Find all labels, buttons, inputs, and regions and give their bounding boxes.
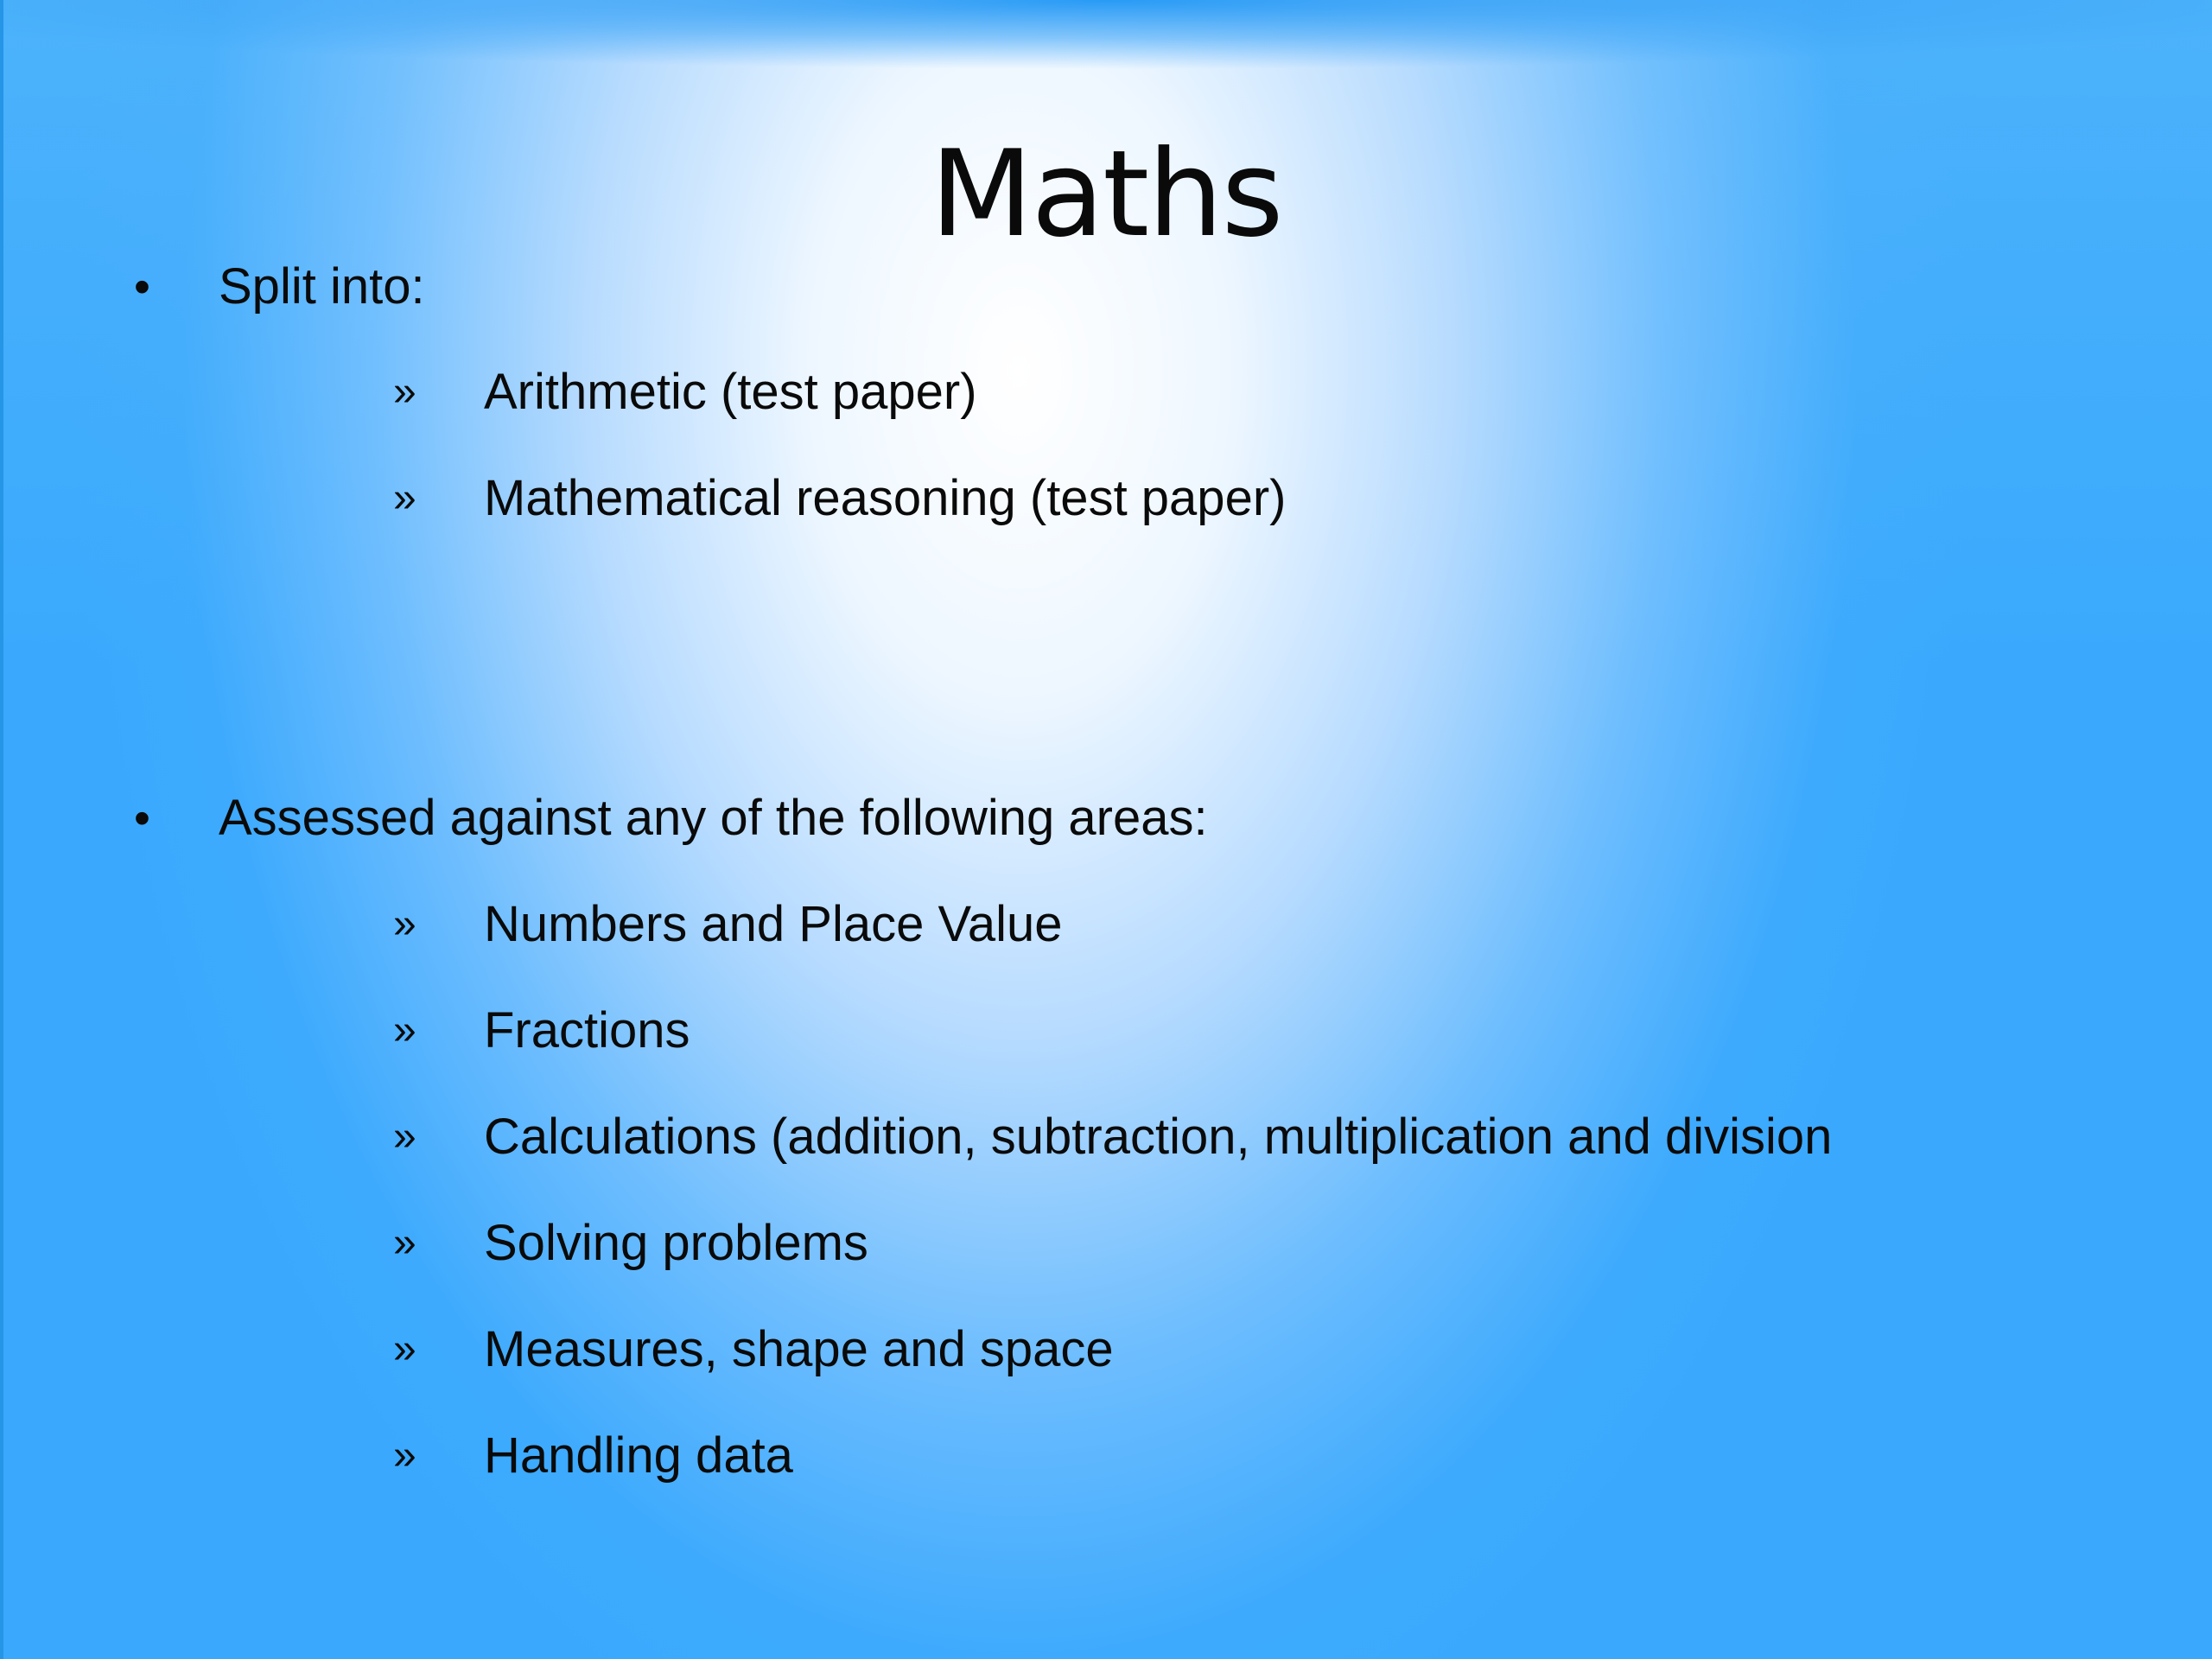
chevron-icon: » (393, 1220, 416, 1266)
list-item: Mathematical reasoning (test paper) (484, 470, 1287, 526)
list-item: Calculations (addition, subtraction, multiplication and division (484, 1109, 1833, 1165)
section-label-assessed: Assessed against any of the following areas: (219, 790, 1208, 846)
list-item: Arithmetic (test paper) (484, 364, 977, 420)
chevron-icon: » (393, 1114, 416, 1160)
section-label-split-into: Split into: (219, 258, 425, 315)
list-item: Solving problems (484, 1215, 868, 1271)
bullet-icon: • (134, 792, 150, 844)
chevron-icon: » (393, 901, 416, 947)
chevron-icon: » (393, 1007, 416, 1053)
chevron-icon: » (393, 1433, 416, 1478)
list-item: Fractions (484, 1002, 690, 1058)
list-item: Handling data (484, 1427, 793, 1484)
chevron-icon: » (393, 475, 416, 521)
bullet-icon: • (134, 261, 150, 313)
chevron-icon: » (393, 1326, 416, 1372)
list-item: Measures, shape and space (484, 1321, 1114, 1377)
slide-title: Maths (930, 124, 1282, 264)
list-item: Numbers and Place Value (484, 896, 1063, 952)
chevron-icon: » (393, 369, 416, 415)
